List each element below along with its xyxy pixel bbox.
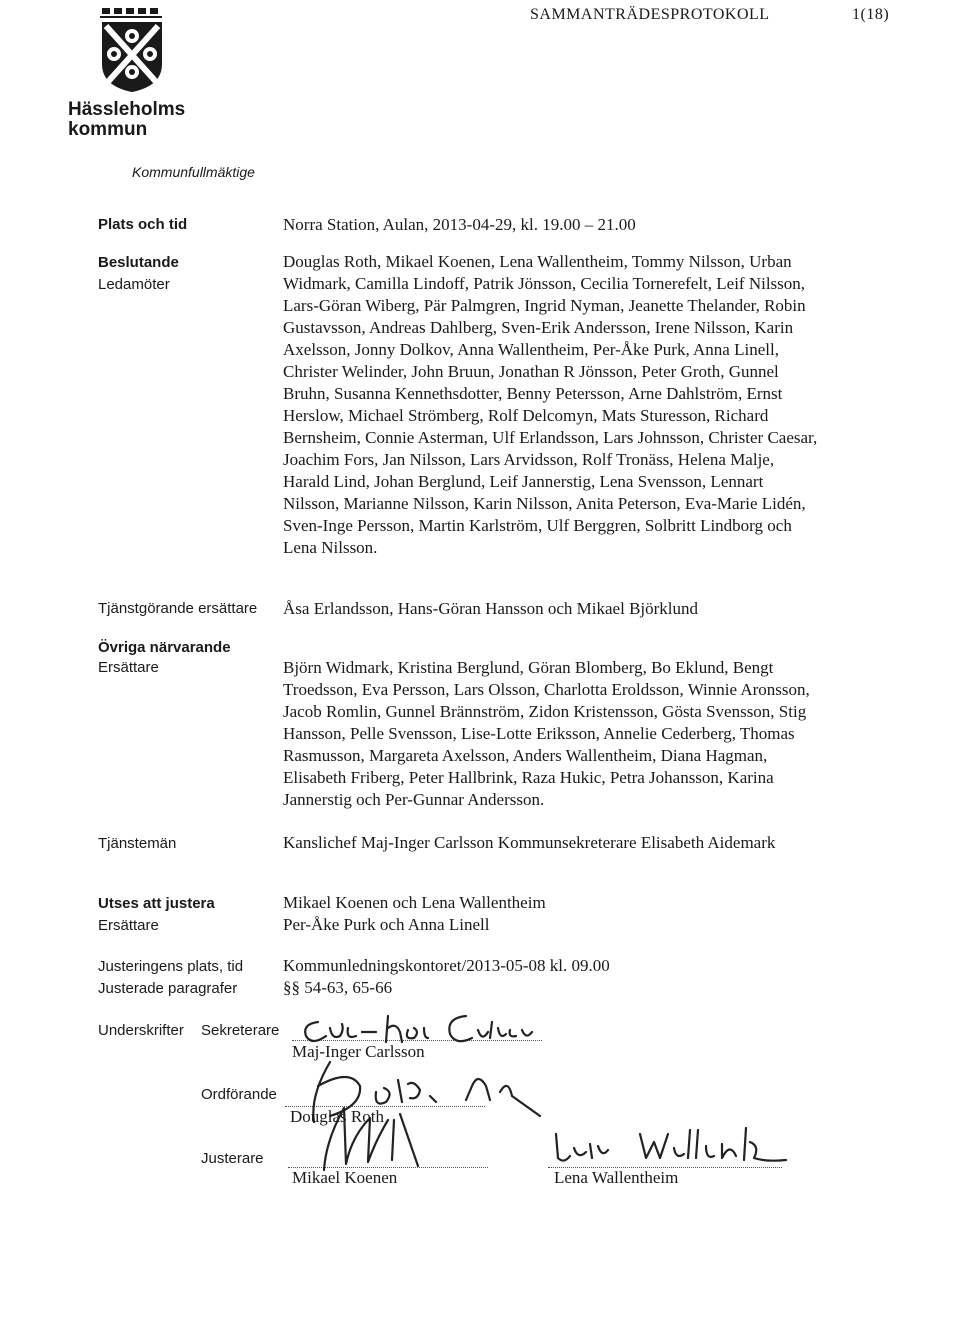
justerade-label: Justerade paragrafer bbox=[98, 980, 238, 997]
beslutande-label: Beslutande bbox=[98, 254, 179, 271]
justeringens-label: Justeringens plats, tid bbox=[98, 958, 244, 975]
page-number: 1(18) bbox=[852, 6, 890, 23]
body-name: Kommunfullmäktige bbox=[132, 164, 255, 180]
utses-value: Mikael Koenen och Lena Wallentheim bbox=[283, 893, 546, 912]
justerare2-name: Lena Wallentheim bbox=[554, 1168, 679, 1187]
justerare1-handwritten-signature bbox=[296, 1100, 436, 1172]
document-title: SAMMANTRÄDESPROTOKOLL bbox=[530, 6, 770, 23]
sekreterare-label: Sekreterare bbox=[201, 1022, 280, 1039]
underskrifter-label: Underskrifter bbox=[98, 1022, 184, 1039]
justerade-value: §§ 54-63, 65-66 bbox=[283, 978, 393, 997]
ledamoter-value: Douglas Roth, Mikael Koenen, Lena Wallentheim, Tommy Nilsson, Urban Widmark, Camilla Lindoff, Patrik Jönsson, Cecilia Tornerefelt, Leif Nilsson, Lars-Göran Wiberg, Pär Palmgren, Ingrid Nyman, Jeanette Thelander, Robin Gustavsson, Andreas Dahlberg, Sven-Erik Andersson, Irene Nilsson, Karin Axelsson, Jonny Dolkov, Anna Wallentheim, Per-Åke Purk, Anna Linell, Christer Welinder, John Bruun, Jonathan R Jönsson, Peter Groth, Gunnel Bruhn, Susanna Kennethsdotter, Benny Petersson, Arne Dahlström, Ernst Herslow, Michael Strömberg, Rolf Delcomyn, Mats Sturesson, Richard Bernsheim, Connie Asterman, Ulf Erlandsson, Lars Johnsson, Christer Caesar, Joachim Fors, Jan Nilsson, Lars Arvidsson, Rolf Tronäss, Helena Malje, Harald Lind, Johan Berglund, Leif Jannerstig, Lena Svensson, Lennart Nilsson, Marianne Nilsson, Karin Nilsson, Anita Peterson, Eva-Marie Lidén, Sven-Inge Persson, Martin Karlström, Ulf Berggren, Solbritt Lindborg och Lena Nilsson. bbox=[283, 252, 818, 557]
sekreterare-name: Maj-Inger Carlsson bbox=[292, 1042, 425, 1061]
ordforande-name: Douglas Roth bbox=[290, 1107, 384, 1126]
tjanstemän-value: Kanslichef Maj-Inger Carlsson Kommunsekreterare Elisabeth Aidemark bbox=[283, 833, 776, 852]
municipality-name-line2: kommun bbox=[68, 119, 148, 140]
ordforande-label: Ordförande bbox=[201, 1086, 277, 1103]
municipal-crest bbox=[100, 6, 166, 94]
crest-shield-icon bbox=[100, 6, 166, 94]
ovriga-label: Övriga närvarande bbox=[98, 639, 231, 656]
plats-value: Norra Station, Aulan, 2013-04-29, kl. 19.00 – 21.00 bbox=[283, 215, 636, 234]
tjanstemän-label: Tjänstemän bbox=[98, 835, 177, 852]
justerare1-name: Mikael Koenen bbox=[292, 1168, 398, 1187]
ersattare-label: Ersättare bbox=[98, 659, 159, 676]
ersattare-value: Björn Widmark, Kristina Berglund, Göran Blomberg, Bo Eklund, Bengt Troedsson, Eva Persson, Lars Olsson, Charlotta Eroldsson, Winnie Aronsson, Jacob Romlin, Gunnel Brännström, Zidon Kristensson, Gösta Svensson, Stig Hansson, Pelle Svensson, Lise-Lotte Eriksson, Annelie Cederberg, Thomas Rasmusson, Margareta Axelsson, Anders Wallentheim, Diana Hagman, Elisabeth Friberg, Peter Hallbrink, Raza Hukic, Petra Johansson, Karina Jannerstig och Per-Gunnar Andersson. bbox=[283, 658, 810, 809]
ledamoter-label: Ledamöter bbox=[98, 276, 170, 293]
justerare2-handwritten-signature bbox=[550, 1122, 790, 1172]
utses-ersattare-label: Ersättare bbox=[98, 917, 159, 934]
justeringens-value: Kommunledningskontoret/2013-05-08 kl. 09.00 bbox=[283, 956, 610, 975]
municipality-name bbox=[68, 100, 185, 140]
tjanstgorande-label: Tjänstgörande ersättare bbox=[98, 600, 258, 617]
justerare-label: Justerare bbox=[201, 1150, 264, 1167]
utses-label: Utses att justera bbox=[98, 895, 215, 912]
utses-ersattare-value: Per-Åke Purk och Anna Linell bbox=[283, 915, 490, 934]
tjanstgorande-value: Åsa Erlandsson, Hans-Göran Hansson och Mikael Björklund bbox=[283, 599, 699, 618]
plats-label: Plats och tid bbox=[98, 216, 188, 233]
municipality-name-line1: Hässleholms bbox=[68, 99, 186, 120]
